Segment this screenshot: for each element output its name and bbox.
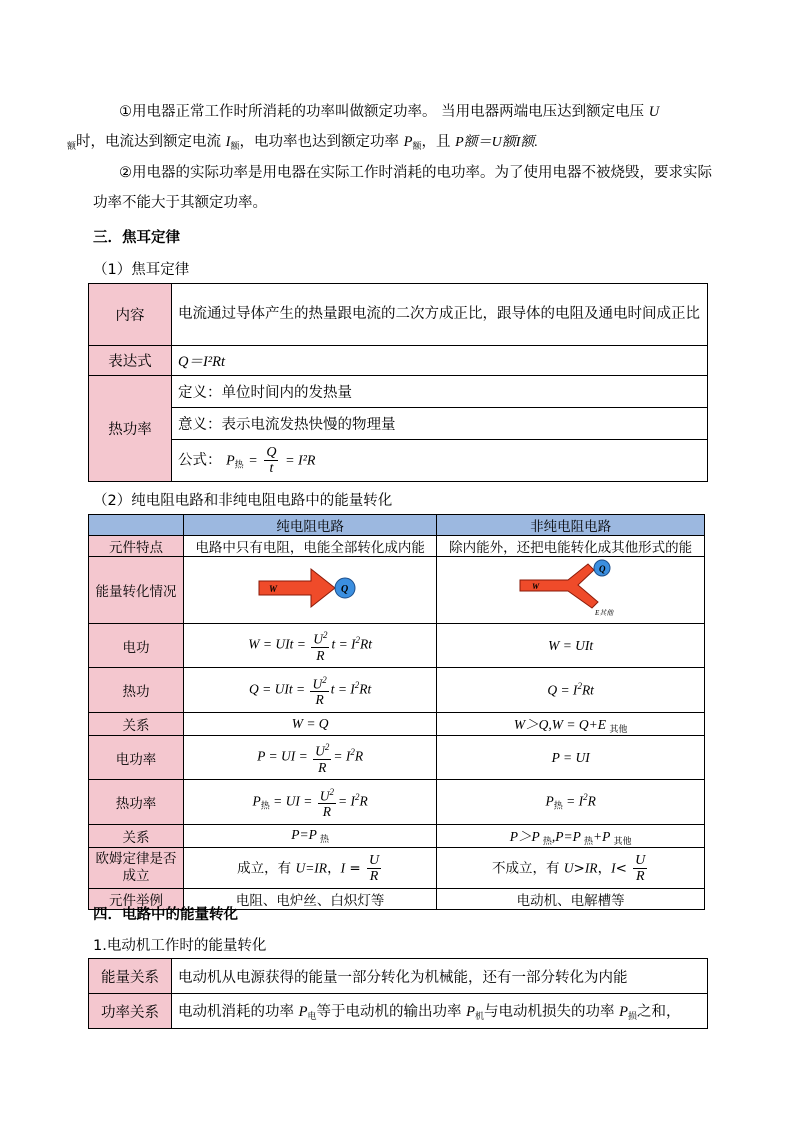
svg-text:E其他: E其他 <box>594 609 613 617</box>
nonpure-heat-work: $Q = I^2Rt$ <box>437 668 705 713</box>
nonpure-power-relation: P＞P $_热$,P=P $_热$+P $_{其他}$ <box>437 825 705 848</box>
circuit-comparison-table: 纯电阻电路 非纯电阻电路 元件特点 电路中只有电阻，电能全部转化成内能 除内能外，还把电能转化成其他形式的能 能量转化情况 W Q W Q E其他 电功 W = UIt = $\frac{U^2}{R}$ $t = I^2Rt$ W = UIt 热功 Q = UIt = $\frac{U^2}{R}$ $t = I^2Rt$ $Q = I^2Rt$ 关系 W = Q W＞Q,W = Q+E $_{其他}$ 电功率 P = UI = $\frac{U^2}{R}$ = $I^2R$ P = UI 热功率 $P_热$ = UI = $\frac{U^2}{R}$ = $I^2R$ $P_热 = I^2R$ 关系 P=P $_热$ P＞P $_热$,P=P $_热$+P $_{其他}$ 欧姆定律是否成立 成立，有 U=IR，I = $\frac{U}{R}$ 不成立，有 U>IR，I< $\frac{U}{R}$ 元件举例 电阻、电炉丝、白炽灯等 电动机、电解槽等 <box>88 514 705 910</box>
pure-power-relation: P=P $_热$ <box>184 825 437 848</box>
nonpure-ohm-law: 不成立，有 U>IR，I< $\frac{U}{R}$ <box>437 848 705 889</box>
svg-text:W: W <box>269 584 278 594</box>
pure-electric-work: W = UIt = $\frac{U^2}{R}$ $t = I^2Rt$ <box>184 624 437 668</box>
pure-ohm-law: 成立，有 U=IR，I = $\frac{U}{R}$ <box>184 848 437 889</box>
formula-fraction: $\frac{Q}{t}$ <box>266 445 277 476</box>
column-header-nonpure: 非纯电阻电路 <box>437 515 705 536</box>
meaning-cell: 意义：表示电流发热快慢的物理量 <box>172 408 708 440</box>
subheading-energy-conversion: （2）纯电阻电路和非纯电阻电路中的能量转化 <box>93 493 393 509</box>
actual-power-paragraph: ②用电器的实际功率是用电器在实际工作时消耗的电功率。为了使用电器不被烧毁，要求实际功率不能大于其额定功率。 <box>93 165 712 211</box>
content-cell: 电流通过导体产生的热量跟电流的二次方成正比，跟导体的电阻及通电时间成正比 <box>172 284 708 346</box>
nonpure-heat-power: $P_热 = I^2R$ <box>437 780 705 825</box>
expression-cell: Q＝I²Rt <box>172 346 708 376</box>
split-arrow-diagram <box>516 558 626 618</box>
motor-power-relation: 电动机消耗的功率 $P_电$等于电动机的输出功率 $P_机$与电动机损失的功率 $P_损$之和， <box>172 994 708 1029</box>
definition-cell: 定义：单位时间内的发热量 <box>172 376 708 408</box>
svg-text:Q: Q <box>598 564 606 574</box>
rated-power-paragraph: ①用电器正常工作时所消耗的功率叫做额定功率。 当用电器两端电压达到额定电压 U $_额$时，电流达到额定电流 $I_额$，电功率也达到额定功率 $P_额$，且 P额＝U额I额. <box>67 104 660 152</box>
row-label-expression: 表达式 <box>89 346 172 376</box>
row-label-heat-power: 热功率 <box>89 376 172 482</box>
section-heading-circuit-energy: 四．电路中的能量转化 <box>93 907 238 923</box>
pure-heat-work: Q = UIt = $\frac{U^2}{R}$ $t = I^2Rt$ <box>184 668 437 713</box>
svg-text:W: W <box>531 582 539 591</box>
pure-heat-power: $P_热$ = UI = $\frac{U^2}{R}$ = $I^2R$ <box>184 780 437 825</box>
nonpure-work-relation: W＞Q,W = Q+E $_{其他}$ <box>437 713 705 736</box>
motor-energy-table: 能量关系 电动机从电源获得的能量一部分转化为机械能，还有一部分转化为内能 功率关系 电动机消耗的功率 $P_电$等于电动机的输出功率 $P_机$与电动机损失的功率 $P_损$之和， <box>88 958 708 1029</box>
column-header-pure: 纯电阻电路 <box>184 515 437 536</box>
section-heading-joule: 三．焦耳定律 <box>93 230 180 246</box>
subheading-motor: 1.电动机工作时的能量转化 <box>93 938 267 954</box>
svg-text:Q: Q <box>341 584 349 595</box>
subheading-joule-law: （1）焦耳定律 <box>93 262 190 278</box>
arrow-to-heat-diagram <box>255 565 365 611</box>
joule-law-table <box>88 283 708 482</box>
nonpure-energy-diagram <box>437 557 705 624</box>
formula-cell: 公式： $P_热$ = $\frac{Q}{t}$ = I²R <box>172 440 708 482</box>
pure-energy-diagram <box>184 557 437 624</box>
pure-electric-power: P = UI = $\frac{U^2}{R}$ = $I^2R$ <box>184 736 437 780</box>
row-label-content: 内容 <box>89 284 172 346</box>
rated-power-formula: P额＝U额I额. <box>455 135 538 150</box>
